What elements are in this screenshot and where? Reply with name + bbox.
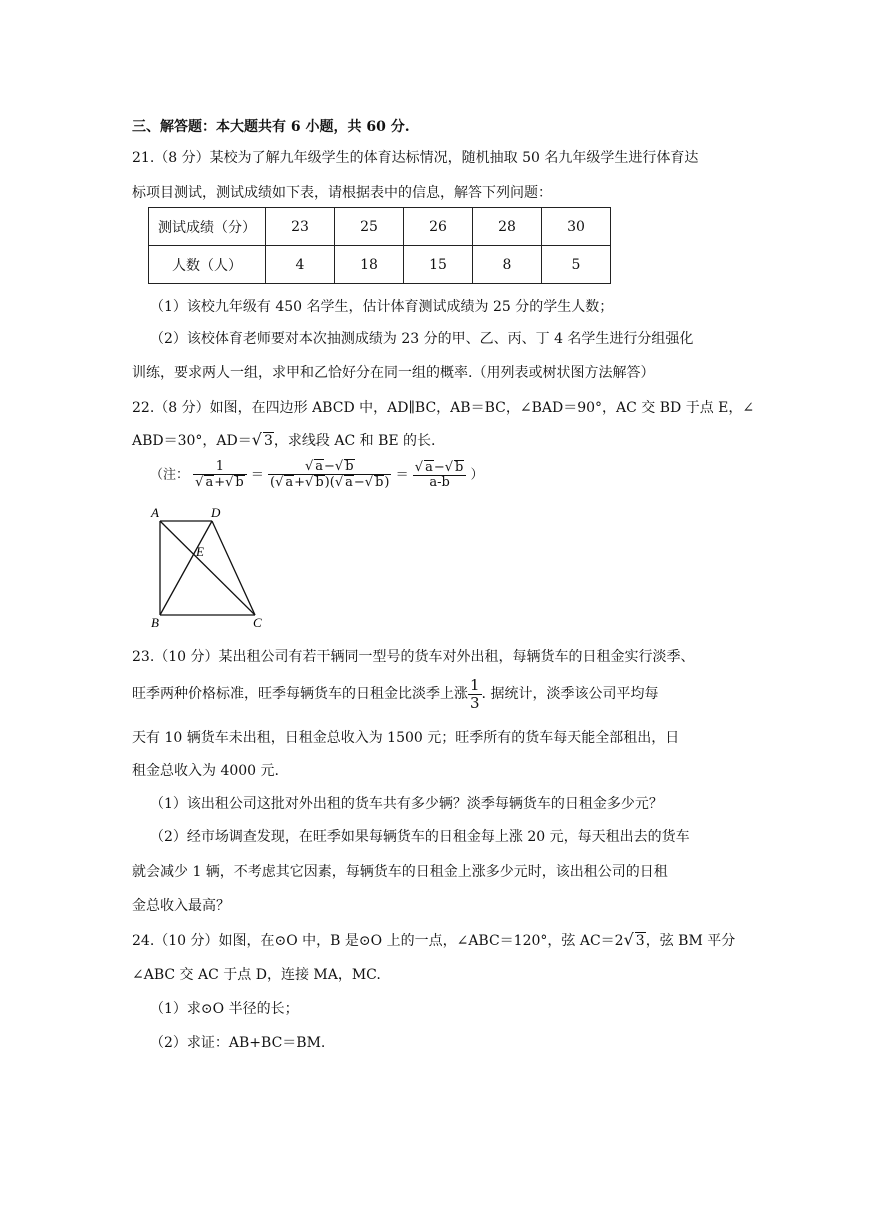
table-cell: 5 — [542, 246, 611, 284]
table-header-count: 人数（人） — [149, 246, 266, 284]
sqrt-radicand: 3 — [263, 433, 273, 449]
table-cell: 23 — [266, 208, 335, 246]
q23-sub2-line3: 金总收入最高？ — [132, 898, 230, 914]
note-fraction-1: $\frac{1}{√ a+√ b}$ — [193, 460, 247, 491]
note-fraction-2: $\frac{√ a-√ b}{(√ a+√ b)(√ a-√ b)}$ — [270, 459, 390, 491]
q21-sub1: （1）该校九年级有 450 名学生，估计体育测试成绩为 25 分的学生人数； — [150, 299, 614, 315]
q23-text-line4: 租金总收入为 4000 元. — [132, 763, 279, 779]
table-row — [149, 246, 611, 284]
label-d: D — [211, 505, 221, 520]
one-third-fraction: $\frac{1}{3}$ — [470, 676, 480, 712]
table-cell: 26 — [404, 208, 473, 246]
quadrilateral-figure — [145, 503, 275, 633]
sqrt-radicand: 3 — [635, 933, 645, 949]
q21-text-line1: 21.（8 分）某校为了解九年级学生的体育达标情况，随机抽取 50 名九年级学生进行体育达 — [132, 150, 699, 166]
label-b: B — [151, 615, 159, 630]
table-cell: 18 — [335, 246, 404, 284]
q22-text-line2: ABD＝30°，AD＝√ 3，求线段 AC 和 BE 的长. — [132, 430, 436, 449]
table-row — [149, 208, 611, 246]
q24-sub2: （2）求证：AB+BC＝BM. — [150, 1035, 326, 1051]
q22-text-line1: 22.（8 分）如图，在四边形 ABCD 中，AD∥BC，AB＝BC，∠BAD＝90°，AC 交 BD 于点 E，∠ — [132, 400, 755, 416]
score-table — [148, 207, 611, 284]
q23-text-line3: 天有 10 辆货车未出租，日租金总收入为 1500 元；旺季所有的货车每天能全部租出，日 — [132, 730, 680, 746]
q24-text-line1: 24.（10 分）如图，在⊙O 中，B 是⊙O 上的一点，∠ABC＝120°，弦 AC＝2√ 3，弦 BM 平分 — [132, 930, 736, 949]
q21-sub2-line2: 训练，要求两人一组，求甲和乙恰好分在同一组的概率.（用列表或树状图方法解答） — [132, 365, 655, 381]
table-cell: 30 — [542, 208, 611, 246]
section-heading: 三、解答题：本大题共有 6 小题，共 60 分. — [132, 119, 410, 135]
q21-text-line2: 标项目测试，测试成绩如下表，请根据表中的信息，解答下列问题： — [132, 185, 552, 201]
q24-sub1: （1）求⊙O 半径的长； — [150, 1001, 299, 1017]
table-cell: 28 — [473, 208, 542, 246]
label-e: E — [196, 544, 204, 559]
q23-text-line2: 旺季两种价格标准，旺季每辆货车的日租金比淡季上涨 $\frac{1}{3}$ . 据统计，淡季该公司平均每 — [132, 676, 659, 712]
q21-sub2-line1: （2）该校体育老师要对本次抽测成绩为 23 分的甲、乙、丙、丁 4 名学生进行分组强化 — [150, 331, 694, 347]
note-fraction-3: $\frac{√ a-√ b}{a-b}$ — [413, 460, 467, 491]
q22-note: （注： $\frac{1}{√ a+√ b}$ ＝ $\frac{√ a-√ b}{(√ a+√ b)(√ a-√ b)}$ ＝ $\frac{√ a-√ b}{a-b}$ ） — [150, 458, 484, 491]
q23-sub2-line1: （2）经市场调查发现，在旺季如果每辆货车的日租金每上涨 20 元，每天租出去的货车 — [150, 829, 690, 845]
table-cell: 15 — [404, 246, 473, 284]
q24-text-line2: ∠ABC 交 AC 于点 D，连接 MA，MC. — [132, 967, 381, 983]
q23-sub1: （1）该出租公司这批对外出租的货车共有多少辆？淡季每辆货车的日租金多少元？ — [150, 796, 663, 812]
label-a: A — [151, 505, 159, 520]
table-cell: 25 — [335, 208, 404, 246]
q23-sub2-line2: 就会减少 1 辆，不考虑其它因素，每辆货车的日租金上涨多少元时，该出租公司的日租 — [132, 864, 668, 880]
label-c: C — [253, 615, 262, 630]
table-cell: 8 — [473, 246, 542, 284]
table-cell: 4 — [266, 246, 335, 284]
q23-text-line1: 23.（10 分）某出租公司有若干辆同一型号的货车对外出租，每辆货车的日租金实行淡季、 — [132, 649, 695, 665]
table-header-score: 测试成绩（分） — [149, 208, 266, 246]
